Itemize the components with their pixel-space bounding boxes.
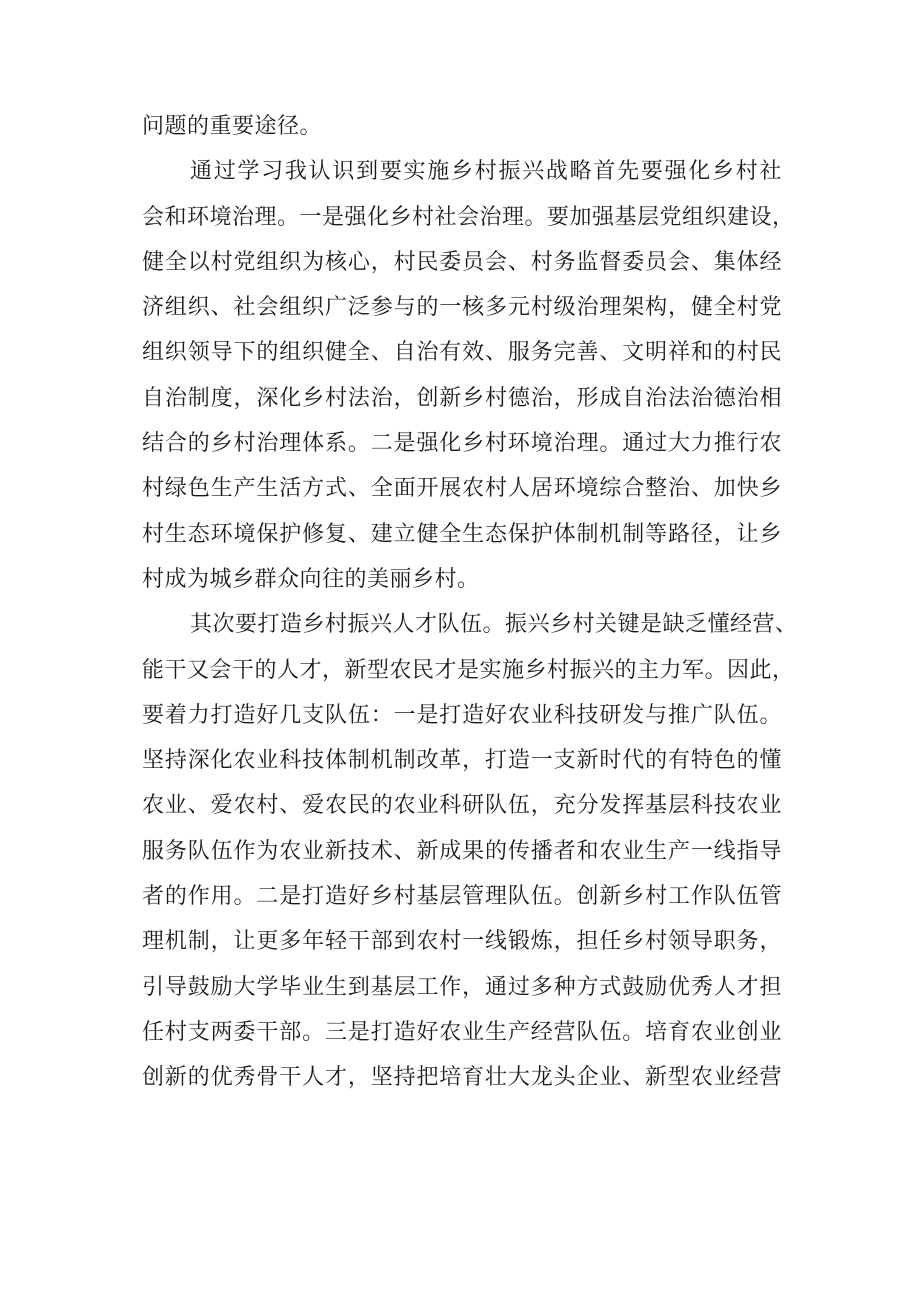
paragraph-line: 要着力打造好几支队伍：一是打造好农业科技研发与推广队伍。 (142, 702, 782, 728)
paragraph-line: 农业、爱农村、爱农民的农业科研队伍，充分发挥基层科技农业 (142, 793, 782, 819)
paragraph-line: 济组织、社会组织广泛参与的一核多元村级治理架构，健全村党 (142, 295, 782, 321)
paragraph-line: 服务队伍作为农业新技术、新成果的传播者和农业生产一线指导 (142, 838, 782, 864)
paragraph-line: 组织领导下的组织健全、自治有效、服务完善、文明祥和的村民 (142, 340, 782, 366)
paragraph-line: 其次要打造乡村振兴人才队伍。振兴乡村关键是缺乏懂经营、 (190, 612, 798, 638)
document-body (142, 104, 798, 1101)
paragraph-line: 坚持深化农业科技体制机制改革，打造一支新时代的有特色的懂 (142, 748, 782, 774)
paragraph-line: 自治制度，深化乡村法治，创新乡村德治，形成自治法治德治相 (142, 385, 782, 411)
paragraph-line: 者的作用。二是打造好乡村基层管理队伍。创新乡村工作队伍管 (142, 884, 782, 910)
paragraph-line: 村绿色生产生活方式、全面开展农村人居环境综合整治、加快乡 (142, 476, 782, 502)
paragraph-line: 引导鼓励大学毕业生到基层工作，通过多种方式鼓励优秀人才担 (142, 974, 782, 1000)
paragraph-line: 理机制，让更多年轻干部到农村一线锻炼，担任乡村领导职务， (142, 929, 782, 955)
paragraph-line: 能干又会干的人才，新型农民才是实施乡村振兴的主力军。因此， (142, 657, 795, 683)
paragraph-line: 村成为城乡群众向往的美丽乡村。 (142, 566, 480, 592)
paragraph-line: 任村支两委干部。三是打造好农业生产经营队伍。培育农业创业 (142, 1019, 782, 1045)
paragraph-line: 创新的优秀骨干人才，坚持把培育壮大龙头企业、新型农业经营 (142, 1065, 782, 1091)
paragraph-line: 结合的乡村治理体系。二是强化乡村环境治理。通过大力推行农 (142, 431, 782, 457)
paragraph-line: 问题的重要途径。 (142, 114, 323, 139)
paragraph-line: 村生态环境保护修复、建立健全生态保护体制机制等路径，让乡 (142, 521, 782, 547)
paragraph-line: 健全以村党组织为核心，村民委员会、村务监督委员会、集体经 (142, 249, 782, 275)
paragraph-line: 通过学习我认识到要实施乡村振兴战略首先要强化乡村社 (190, 159, 782, 185)
paragraph-line: 会和环境治理。一是强化乡村社会治理。要加强基层党组织建设， (142, 204, 795, 230)
